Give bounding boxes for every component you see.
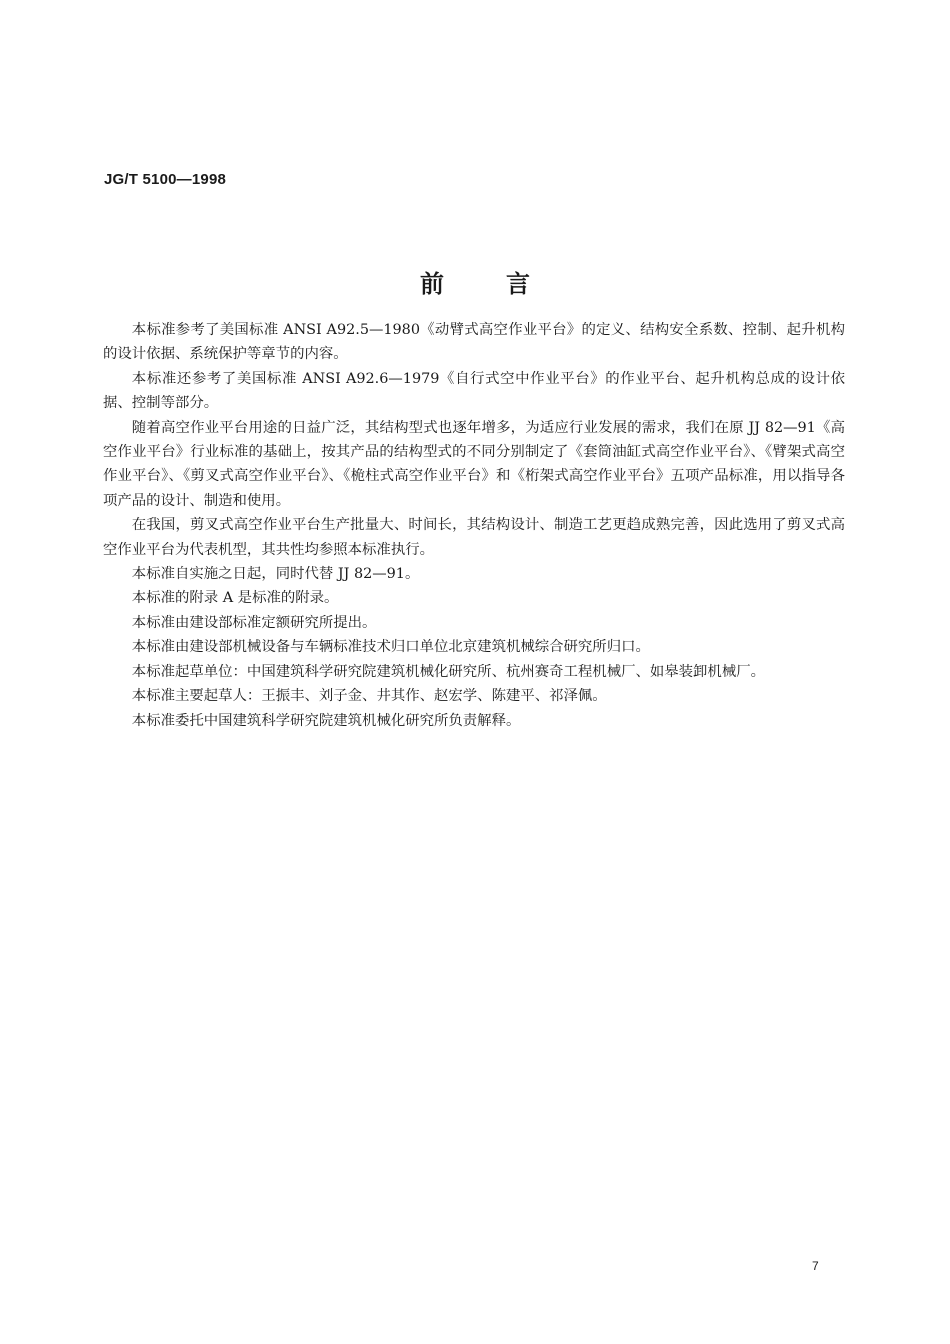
paragraph-proposed-by: 本标准由建设部标准定额研究所提出。 [131, 614, 377, 631]
standard-code: JG/T 5100—1998 [104, 171, 227, 188]
paragraph-ansi-a92-6: 本标准还参考了美国标准 ANSI A92.6—1979《自行式空中作业平台》的作业平台、起升机构总成的设计依据、控制等部分。 [103, 370, 845, 412]
paragraph-appendix: 本标准的附录 A 是标准的附录。 [131, 590, 339, 607]
paragraph-ansi-a92-5: 本标准参考了美国标准 ANSI A92.5—1980《动臂式高空作业平台》的定义、结构安全系数、控制、起升机构的设计依据、系统保护等章节的内容。 [103, 322, 845, 363]
paragraph-replacement: 本标准自实施之日起，同时代替 JJ 82—91。 [131, 566, 420, 583]
paragraph-representative-model: 在我国，剪叉式高空作业平台生产批量大、时间长，其结构设计、制造工艺更趋成熟完善，因此选用了剪叉式高空作业平台为代表机型，其共性均参照本标准执行。 [103, 517, 845, 558]
page-number: 7 [812, 1259, 819, 1273]
paragraph-centralized-by: 本标准由建设部机械设备与车辆标准技术归口单位北京建筑机械综合研究所归口。 [131, 639, 650, 656]
paragraph-drafters: 本标准主要起草人：王振丰、刘子金、井其作、赵宏学、陈建平、祁泽佩。 [131, 688, 607, 705]
page-title: 前言 [420, 269, 592, 298]
paragraph-interpretation: 本标准委托中国建筑科学研究院建筑机械化研究所负责解释。 [131, 712, 521, 729]
paragraph-drafting-units: 本标准起草单位：中国建筑科学研究院建筑机械化研究所、杭州赛奇工程机械厂、如皋装卸机械厂。 [131, 663, 765, 680]
foreword-body [103, 318, 845, 733]
paragraph-background: 随着高空作业平台用途的日益广泛，其结构型式也逐年增多，为适应行业发展的需求，我们在原 JJ 82—91《高空作业平台》行业标准的基础上，按其产品的结构型式的不同分别制定了《套筒油缸式高空作业平台》、《臂架式高空作业平台》、《剪叉式高空作业平台》、《桅柱式高空作业平台》和《桁架式高空作业平台》五项产品标准，用以指导各项产品的设计、制造和使用。 [103, 419, 845, 509]
